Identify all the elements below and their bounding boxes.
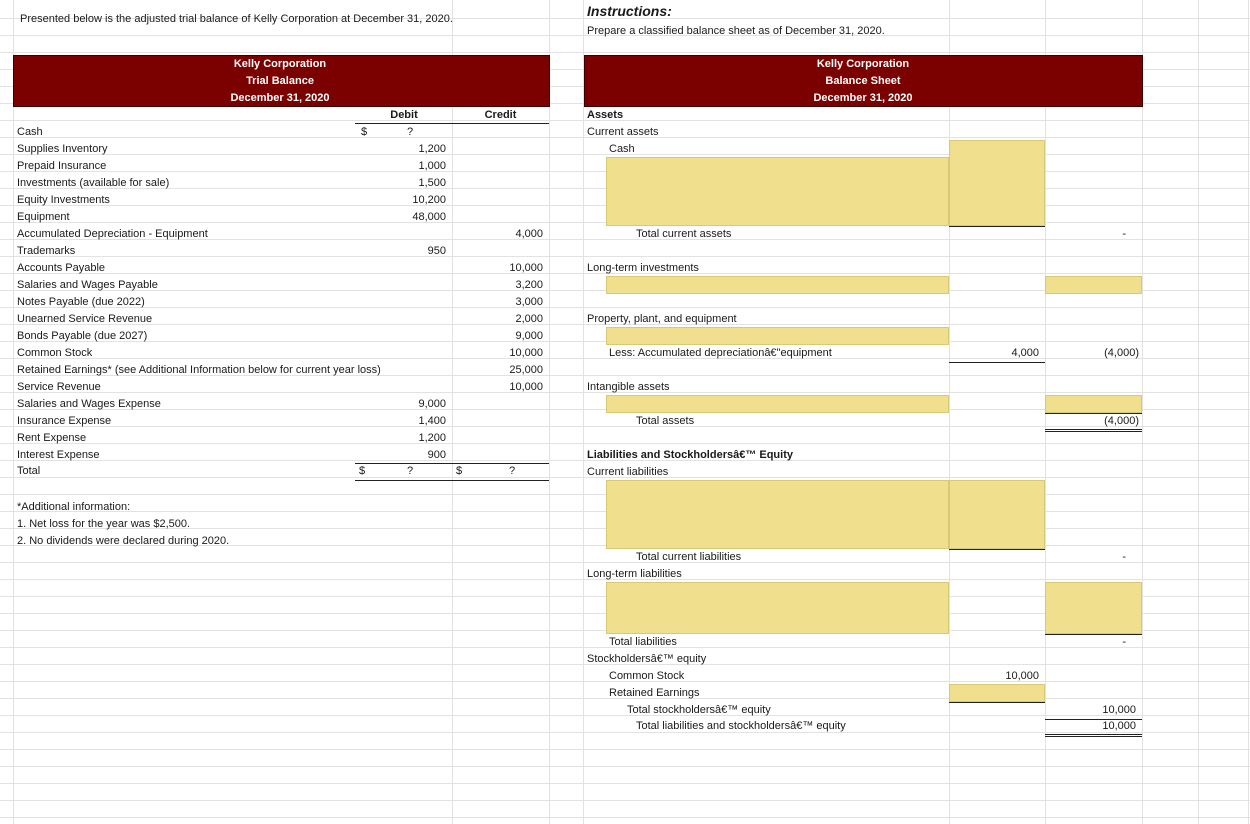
tb-row-debit: 9,000 [418,398,446,410]
tb-dollar-sign: $ [361,126,368,138]
tb-row-label: Salaries and Wages Payable [17,279,158,291]
bs-long-term-liabilities: Long-term liabilities [587,568,682,580]
long-term-investments-amount-input[interactable] [1045,276,1142,294]
tb-row-credit: 4,000 [515,228,543,240]
bs-total-se: Total stockholdersâ€™ equity [627,704,771,716]
bs-total-assets: Total assets [636,415,695,427]
bs-total-current-liabilities-value: - [1122,551,1126,563]
tb-company: Kelly Corporation [233,58,327,70]
bs-stockholders-equity: Stockholdersâ€™ equity [587,653,707,665]
ppe-label-input[interactable] [606,327,949,345]
bs-acc-dep-value: 4,000 [1011,347,1039,359]
bs-company: Kelly Corporation [816,58,910,70]
instructions-title: Instructions: [587,3,672,19]
debit-header: Debit [390,109,418,121]
bs-retained-earnings: Retained Earnings [609,687,700,699]
additional-info-item: 1. Net loss for the year was $2,500. [17,518,191,530]
tb-total-debit: ? [406,465,414,477]
bs-long-term-investments: Long-term investments [587,262,699,274]
bs-ppe: Property, plant, and equipment [587,313,737,325]
tb-row-debit: ? [406,126,414,138]
tb-row-label: Service Revenue [17,381,101,393]
bs-common-stock-value: 10,000 [1005,670,1039,682]
tb-row-debit: 1,200 [418,432,446,444]
tb-row-label: Unearned Service Revenue [17,313,153,325]
tb-row-label: Accounts Payable [17,262,106,274]
bs-date: December 31, 2020 [813,92,913,104]
tb-row-debit: 1,000 [418,160,446,172]
intangible-amount-input[interactable] [1045,395,1142,413]
tb-total-credit: ? [508,465,516,477]
additional-info-heading: *Additional information: [17,501,131,513]
tb-row-label: Common Stock [17,347,93,359]
intangible-label-input[interactable] [606,395,949,413]
tb-row-credit: 3,200 [515,279,543,291]
tb-row-label: Supplies Inventory [17,143,108,155]
bs-liab-equity-heading: Liabilities and Stockholdersâ€™ Equity [587,449,793,461]
bs-total-se-value: 10,000 [1102,704,1136,716]
tb-row-label: Accumulated Depreciation - Equipment [17,228,208,240]
bs-total-le: Total liabilities and stockholdersâ€™ equity [636,720,846,732]
cash-amount-input[interactable] [949,140,1045,226]
retained-earnings-amount-input[interactable] [949,684,1045,702]
tb-row-label: Salaries and Wages Expense [17,398,161,410]
bs-total-current-assets-value: - [1122,228,1126,240]
tb-row-label: Bonds Payable (due 2027) [17,330,148,342]
bs-current-assets: Current assets [587,126,659,138]
current-liabilities-label-input[interactable] [606,480,949,549]
tb-row-credit: 9,000 [515,330,543,342]
tb-row-label: Investments (available for sale) [17,177,170,189]
tb-row-credit: 25,000 [509,364,543,376]
tb-row-debit: 900 [427,449,446,461]
tb-row-label: Trademarks [17,245,76,257]
bs-total-assets-value: (4,000) [1104,415,1139,427]
tb-row-label: Rent Expense [17,432,87,444]
tb-row-label: Notes Payable (due 2022) [17,296,145,308]
tb-row-debit: 950 [427,245,446,257]
bs-intangible-assets: Intangible assets [587,381,670,393]
tb-row-label: Prepaid Insurance [17,160,107,172]
bs-total-current-assets: Total current assets [636,228,732,240]
credit-header: Credit [484,109,517,121]
tb-row-label: Interest Expense [17,449,100,461]
bs-total-current-liabilities: Total current liabilities [636,551,742,563]
bs-less-acc-dep: Less: Accumulated depreciationâ€"equipment [609,347,832,359]
tb-row-debit: 10,200 [412,194,446,206]
long-term-liabilities-label-input[interactable] [606,582,949,634]
tb-row-label: Equity Investments [17,194,110,206]
tb-row-debit: 1,200 [418,143,446,155]
tb-row-debit: 1,400 [418,415,446,427]
long-term-liabilities-amount-input[interactable] [1045,582,1142,634]
bs-assets-heading: Assets [587,109,624,121]
tb-row-label: Insurance Expense [17,415,112,427]
bs-total-liabilities: Total liabilities [609,636,677,648]
long-term-investments-label-input[interactable] [606,276,949,294]
tb-row-credit: 2,000 [515,313,543,325]
tb-row-label: Equipment [17,211,70,223]
tb-row-label: Cash [17,126,43,138]
tb-row-credit: 10,000 [509,381,543,393]
tb-title: Trial Balance [246,75,314,87]
tb-row-label: Retained Earnings* (see Additional Information below for current year loss) [17,364,381,376]
tb-row-debit: 1,500 [418,177,446,189]
instructions-text: Prepare a classified balance sheet as of December 31, 2020. [587,25,885,37]
tb-row-credit: 10,000 [509,262,543,274]
tb-total-dollar: $ [359,465,366,477]
bs-acc-dep-net: (4,000) [1104,347,1139,359]
tb-row-debit: 48,000 [412,211,446,223]
tb-row-credit: 3,000 [515,296,543,308]
bs-current-liabilities: Current liabilities [587,466,669,478]
bs-title: Balance Sheet [825,75,901,87]
current-liabilities-amount-input[interactable] [949,480,1045,549]
tb-row-credit: 10,000 [509,347,543,359]
bs-cash: Cash [609,143,635,155]
additional-info-item: 2. No dividends were declared during 2020. [17,535,230,547]
bs-total-liabilities-value: - [1122,636,1126,648]
tb-date: December 31, 2020 [230,92,330,104]
current-asset-label-input[interactable] [606,157,949,226]
intro-text: Presented below is the adjusted trial balance of Kelly Corporation at December 31, 2020. [20,13,453,25]
tb-total-label: Total [17,465,41,477]
bs-total-le-value: 10,000 [1102,720,1136,732]
bs-common-stock: Common Stock [609,670,685,682]
tb-total-credit-dollar: $ [456,465,463,477]
